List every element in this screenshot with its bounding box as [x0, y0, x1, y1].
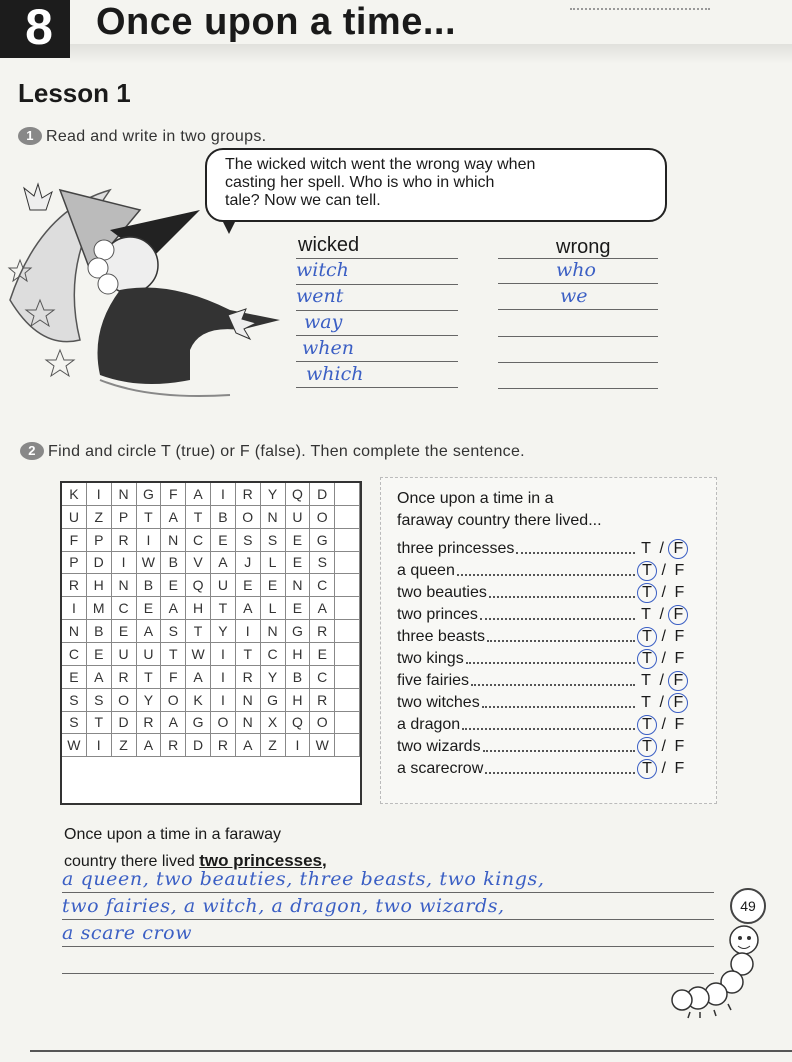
grid-cell[interactable]: Y	[261, 666, 286, 689]
grid-cell[interactable]: A	[87, 666, 112, 689]
bubble-line: casting her spell. Who is who in which	[225, 174, 495, 191]
statement-text: three princesses	[397, 540, 515, 557]
dotted-leader	[487, 626, 635, 642]
grid-cell[interactable]: F	[161, 483, 186, 506]
grid-cell[interactable]: P	[62, 552, 87, 575]
grid-cell[interactable]: S	[87, 689, 112, 712]
speech-bubble-tail	[222, 220, 236, 234]
grid-cell[interactable]: G	[137, 483, 162, 506]
grid-cell[interactable]: E	[161, 574, 186, 597]
dotted-leader	[462, 714, 635, 730]
grid-cell[interactable]: I	[211, 666, 236, 689]
grid-cell[interactable]: O	[310, 506, 335, 529]
grid-cell[interactable]: M	[87, 597, 112, 620]
grid-cell[interactable]: N	[236, 712, 261, 735]
grid-cell[interactable]: I	[286, 734, 311, 757]
statement-row	[397, 538, 693, 560]
choice-separator: /	[657, 628, 671, 645]
grid-cell[interactable]: E	[261, 574, 286, 597]
grid-cell[interactable]: Z	[261, 734, 286, 757]
column-heading-wrong: wrong	[556, 236, 611, 258]
answer-line-col1[interactable]: when	[296, 336, 458, 362]
grid-cell[interactable]	[335, 597, 360, 620]
true-false-choice	[637, 714, 693, 736]
grid-cell[interactable]: S	[62, 689, 87, 712]
true-false-choice	[637, 604, 693, 626]
true-option[interactable]: T	[637, 715, 657, 735]
intro-line: Once upon a time in a	[397, 490, 554, 507]
column-heading-underline	[498, 232, 658, 259]
exercise1-instruction: Read and write in two groups.	[46, 128, 267, 145]
false-option[interactable]: F	[668, 693, 688, 713]
answer-line-col2[interactable]: who	[498, 258, 658, 284]
false-option[interactable]: F	[674, 584, 685, 601]
answer-line-col1[interactable]: which	[296, 362, 458, 388]
grid-cell[interactable]: T	[211, 597, 236, 620]
grid-cell[interactable]: C	[310, 574, 335, 597]
statement-row	[397, 648, 693, 670]
grid-cell[interactable]: B	[211, 506, 236, 529]
wordsearch-grid	[60, 481, 362, 805]
choice-separator: /	[657, 738, 671, 755]
grid-cell[interactable]: G	[186, 712, 211, 735]
grid-cell[interactable]: B	[286, 666, 311, 689]
grid-cell[interactable]: E	[286, 529, 311, 552]
grid-cell[interactable]	[335, 529, 360, 552]
grid-cell[interactable]: N	[261, 506, 286, 529]
intro-line: faraway country there lived...	[397, 512, 602, 529]
statement-text: two kings	[397, 650, 464, 667]
grid-cell[interactable]: U	[112, 643, 137, 666]
grid-cell[interactable]: A	[211, 552, 236, 575]
sentence-prefix: country there lived	[64, 853, 200, 870]
statement-text: a queen	[397, 562, 455, 579]
grid-cell[interactable]: G	[261, 689, 286, 712]
statement-row	[397, 736, 693, 758]
grid-cell[interactable]: I	[87, 483, 112, 506]
grid-cell[interactable]: E	[286, 552, 311, 575]
false-option[interactable]: F	[674, 716, 685, 733]
grid-cell[interactable]: R	[236, 666, 261, 689]
grid-cell[interactable]	[335, 666, 360, 689]
grid-cell[interactable]: U	[286, 506, 311, 529]
false-option[interactable]: F	[668, 671, 688, 691]
true-option[interactable]: T	[641, 540, 651, 557]
grid-cell[interactable]: I	[236, 620, 261, 643]
statement-text: two princes	[397, 606, 478, 623]
statement-row	[397, 692, 693, 714]
statement-text: two witches	[397, 694, 480, 711]
caterpillar-icon	[670, 920, 770, 1020]
grid-cell[interactable]: N	[112, 483, 137, 506]
grid-cell[interactable]: T	[236, 643, 261, 666]
grid-cell[interactable]: Q	[286, 483, 311, 506]
choice-separator: /	[657, 716, 671, 733]
exercise2-instruction-row	[20, 442, 525, 461]
grid-cell[interactable]: R	[62, 574, 87, 597]
false-option[interactable]: F	[674, 562, 685, 579]
grid-cell[interactable]: A	[161, 597, 186, 620]
statement-row	[397, 714, 693, 736]
grid-cell[interactable]: D	[310, 483, 335, 506]
true-false-choice	[637, 648, 693, 670]
grid-cell[interactable]: H	[87, 574, 112, 597]
grid-cell[interactable]: N	[112, 574, 137, 597]
grid-cell[interactable]: W	[62, 734, 87, 757]
grid-cell[interactable]: F	[161, 666, 186, 689]
choice-separator: /	[655, 694, 669, 711]
grid-cell[interactable]: S	[236, 529, 261, 552]
true-option[interactable]: T	[637, 561, 657, 581]
dotted-leader	[516, 538, 635, 554]
grid-cell[interactable]: W	[310, 734, 335, 757]
false-option[interactable]: F	[674, 738, 685, 755]
grid-cell[interactable]: O	[236, 506, 261, 529]
grid-cell[interactable]: W	[186, 643, 211, 666]
handwritten-line[interactable]: a queen, two beauties, three beasts, two kings,	[62, 866, 714, 893]
grid-cell[interactable]: E	[310, 643, 335, 666]
grid-cell[interactable]	[335, 574, 360, 597]
statement-row	[397, 670, 693, 692]
dotted-leader	[483, 736, 635, 752]
grid-cell[interactable]: N	[261, 620, 286, 643]
grid-cell[interactable]: J	[236, 552, 261, 575]
dotted-leader	[471, 670, 635, 686]
true-false-choice	[637, 560, 693, 582]
grid-cell[interactable]: K	[62, 483, 87, 506]
true-false-choice	[637, 736, 693, 758]
grid-cell[interactable]: Z	[87, 506, 112, 529]
grid-cell[interactable]: L	[261, 552, 286, 575]
grid-cell[interactable]: P	[112, 506, 137, 529]
answer-line-col2[interactable]: we	[498, 284, 658, 310]
grid-cell[interactable]: A	[137, 620, 162, 643]
grid-cell[interactable]: O	[161, 689, 186, 712]
grid-cell[interactable]: F	[62, 529, 87, 552]
grid-cell[interactable]: Q	[186, 574, 211, 597]
grid-cell[interactable]: U	[137, 643, 162, 666]
false-option[interactable]: F	[674, 760, 685, 777]
grid-cell[interactable]: D	[87, 552, 112, 575]
false-option[interactable]: F	[674, 628, 685, 645]
grid-cell[interactable]: I	[211, 483, 236, 506]
true-false-choice	[637, 670, 693, 692]
grid-cell[interactable]: R	[161, 734, 186, 757]
statement-row	[397, 758, 693, 780]
grid-cell[interactable]: T	[161, 643, 186, 666]
true-option[interactable]: T	[637, 737, 657, 757]
exercise1-instruction-row	[18, 127, 266, 146]
grid-cell[interactable]	[335, 620, 360, 643]
grid-cell[interactable]	[335, 712, 360, 735]
grid-cell[interactable]: O	[211, 712, 236, 735]
grid-cell[interactable]: A	[186, 483, 211, 506]
grid-cell[interactable]: C	[310, 666, 335, 689]
grid-cell[interactable]: A	[161, 712, 186, 735]
title-dotted-rule	[570, 8, 710, 10]
false-option[interactable]: F	[674, 650, 685, 667]
grid-cell[interactable]: S	[261, 529, 286, 552]
statement-text: five fairies	[397, 672, 470, 689]
bubble-line: tale? Now we can tell.	[225, 192, 381, 209]
grid-cell[interactable]: H	[286, 643, 311, 666]
false-option[interactable]: F	[668, 605, 688, 625]
handwritten-line[interactable]	[62, 947, 714, 974]
grid-cell[interactable]: T	[137, 666, 162, 689]
grid-cell[interactable]: G	[310, 529, 335, 552]
true-false-choice	[637, 626, 693, 648]
choice-separator: /	[657, 760, 671, 777]
bubble-line: The wicked witch went the wrong way when	[225, 156, 536, 173]
false-option[interactable]: F	[668, 539, 688, 559]
grid-cell[interactable]: R	[211, 734, 236, 757]
grid-cell[interactable]: E	[87, 643, 112, 666]
grid-cell[interactable]: R	[112, 529, 137, 552]
grid-cell[interactable]: N	[286, 574, 311, 597]
exercise1-number: 1	[18, 127, 42, 145]
exercise2-instruction: Find and circle T (true) or F (false). Then complete the sentence.	[48, 443, 525, 460]
statements-intro	[397, 488, 697, 532]
grid-cell[interactable]: T	[186, 620, 211, 643]
true-option[interactable]: T	[637, 649, 657, 669]
column-heading-underline	[296, 232, 458, 259]
statement-text: a dragon	[397, 716, 461, 733]
grid-cell[interactable]: X	[261, 712, 286, 735]
grid-cell[interactable]: C	[112, 597, 137, 620]
dotted-leader	[457, 560, 635, 576]
statement-text: two wizards	[397, 738, 481, 755]
grid-cell[interactable]: E	[211, 529, 236, 552]
grid-cell[interactable]: D	[186, 734, 211, 757]
grid-cell[interactable]: E	[236, 574, 261, 597]
grid-cell[interactable]: R	[310, 620, 335, 643]
answer-line-col2[interactable]	[498, 336, 658, 363]
answer-line-col1[interactable]: went	[296, 284, 458, 311]
grid-cell[interactable]: C	[186, 529, 211, 552]
dotted-leader	[485, 758, 635, 774]
true-option[interactable]: T	[637, 759, 657, 779]
choice-separator: /	[655, 672, 669, 689]
true-option[interactable]: T	[637, 627, 657, 647]
choice-separator: /	[655, 540, 669, 557]
grid-cell[interactable]: N	[161, 529, 186, 552]
grid-cell[interactable]: H	[186, 597, 211, 620]
grid-cell[interactable]: B	[137, 574, 162, 597]
grid-cell[interactable]: D	[112, 712, 137, 735]
grid-cell[interactable]: I	[211, 689, 236, 712]
grid-cell[interactable]: T	[137, 506, 162, 529]
grid-cell[interactable]: A	[186, 666, 211, 689]
grid-cell[interactable]: K	[186, 689, 211, 712]
grid-cell[interactable]: A	[137, 734, 162, 757]
grid-cell[interactable]: I	[112, 552, 137, 575]
grid-cell[interactable]: O	[112, 689, 137, 712]
choice-separator: /	[655, 606, 669, 623]
true-option[interactable]: T	[641, 694, 651, 711]
grid-cell[interactable]: S	[161, 620, 186, 643]
grid-cell[interactable]	[335, 552, 360, 575]
grid-cell[interactable]: R	[236, 483, 261, 506]
unit-number: 8	[25, 0, 53, 55]
grid-cell[interactable]: Q	[286, 712, 311, 735]
grid-cell[interactable]: W	[137, 552, 162, 575]
handwritten-line[interactable]: a scare crow	[62, 920, 714, 947]
grid-cell[interactable]: B	[87, 620, 112, 643]
grid-cell[interactable]: C	[62, 643, 87, 666]
statement-row	[397, 560, 693, 582]
true-false-choice	[637, 692, 693, 714]
grid-cell[interactable]: S	[62, 712, 87, 735]
grid-cell[interactable]: V	[186, 552, 211, 575]
grid-cell[interactable]: Y	[137, 689, 162, 712]
unit-title: Once upon a time...	[96, 1, 456, 43]
grid-cell[interactable]: I	[62, 597, 87, 620]
grid-cell[interactable]: H	[286, 689, 311, 712]
grid-cell[interactable]: I	[211, 643, 236, 666]
grid-cell[interactable]	[335, 689, 360, 712]
grid-cell[interactable]	[335, 643, 360, 666]
grid-cell[interactable]: A	[310, 597, 335, 620]
true-option[interactable]: T	[641, 606, 651, 623]
statement-text: a scarecrow	[397, 760, 484, 777]
grid-cell[interactable]: E	[137, 597, 162, 620]
grid-cell[interactable]: Y	[261, 483, 286, 506]
grid-cell[interactable]: R	[310, 689, 335, 712]
exercise2-number: 2	[20, 442, 44, 460]
answer-line-col2[interactable]	[498, 362, 658, 389]
choice-separator: /	[657, 584, 671, 601]
grid-cell[interactable]: U	[211, 574, 236, 597]
grid-cell[interactable]: E	[62, 666, 87, 689]
grid-cell[interactable]: B	[161, 552, 186, 575]
grid-cell[interactable]: S	[310, 552, 335, 575]
grid-cell[interactable]: T	[87, 712, 112, 735]
statement-row	[397, 582, 693, 604]
grid-cell[interactable]: R	[137, 712, 162, 735]
page-bottom-rule	[30, 1050, 792, 1052]
choice-separator: /	[657, 562, 671, 579]
grid-cell[interactable]: P	[87, 529, 112, 552]
column-heading-wicked: wicked	[298, 234, 360, 256]
grid-cell[interactable]	[335, 506, 360, 529]
answer-line-col1[interactable]: way	[296, 310, 458, 336]
grid-cell[interactable]: A	[236, 734, 261, 757]
answer-line-col1[interactable]: witch	[296, 258, 458, 285]
dotted-leader	[489, 582, 635, 598]
statement-text: three beasts	[397, 628, 486, 645]
true-false-choice	[637, 582, 693, 604]
grid-cell[interactable]: N	[236, 689, 261, 712]
grid-cell[interactable]: A	[236, 597, 261, 620]
page-number: 49	[730, 888, 766, 924]
answer-line-col2[interactable]	[498, 310, 658, 337]
grid-cell[interactable]: C	[261, 643, 286, 666]
statement-row	[397, 626, 693, 648]
true-false-choice	[637, 758, 693, 780]
grid-cell[interactable]: G	[286, 620, 311, 643]
grid-cell[interactable]: A	[161, 506, 186, 529]
true-false-choice	[637, 538, 693, 560]
grid-cell[interactable]: O	[310, 712, 335, 735]
grid-cell[interactable]: I	[87, 734, 112, 757]
handwritten-line[interactable]: two fairies, a witch, a dragon, two wizards,	[62, 893, 714, 920]
sentence-line: Once upon a time in a faraway	[64, 826, 282, 843]
grid-cell[interactable]: Z	[112, 734, 137, 757]
grid-cell[interactable]: N	[62, 620, 87, 643]
grid-cell[interactable]: U	[62, 506, 87, 529]
grid-cell[interactable]: R	[112, 666, 137, 689]
true-option[interactable]: T	[641, 672, 651, 689]
grid-cell[interactable]: T	[186, 506, 211, 529]
grid-cell[interactable]: L	[261, 597, 286, 620]
grid-cell[interactable]	[335, 734, 360, 757]
statement-row	[397, 604, 693, 626]
speech-bubble	[205, 148, 667, 222]
statement-text: two beauties	[397, 584, 487, 601]
unit-number-badge	[0, 0, 70, 58]
grid-cell[interactable]: E	[112, 620, 137, 643]
header-band	[70, 44, 792, 64]
grid-cell[interactable]: I	[137, 529, 162, 552]
dotted-leader	[482, 692, 635, 708]
grid-cell[interactable]	[335, 483, 360, 506]
choice-separator: /	[657, 650, 671, 667]
lesson-title: Lesson 1	[18, 78, 131, 108]
sentence-printed-answer: two princesses,	[199, 851, 327, 870]
dotted-leader	[480, 604, 635, 620]
true-option[interactable]: T	[637, 583, 657, 603]
dotted-leader	[466, 648, 635, 664]
grid-cell[interactable]: Y	[211, 620, 236, 643]
grid-cell[interactable]: E	[286, 597, 311, 620]
